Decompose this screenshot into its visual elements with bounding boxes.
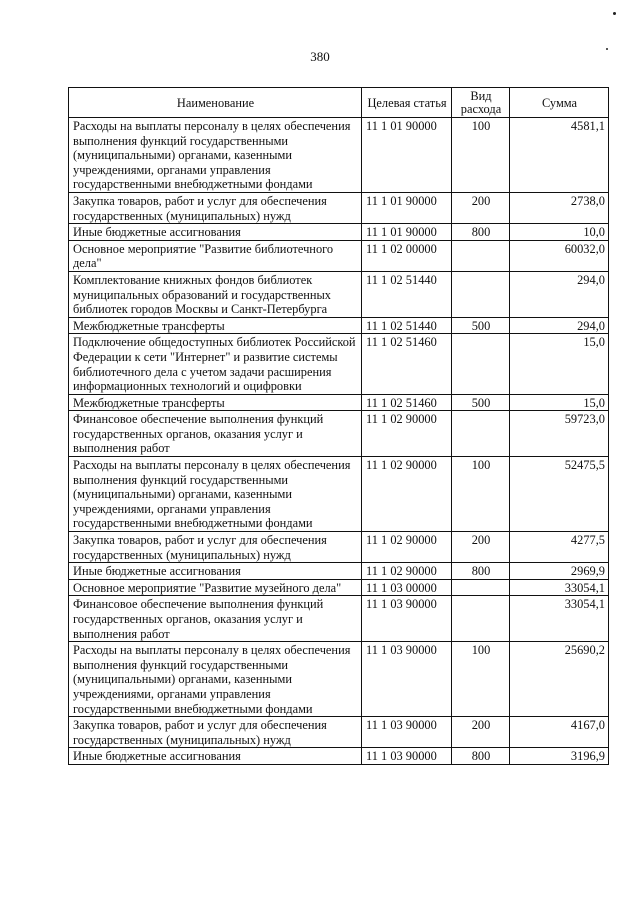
table-row [69,118,609,193]
row-expense-type-cell [452,334,510,394]
row-sum-cell: 59723,0 [510,411,609,457]
row-name-cell: Подключение общедоступных библиотек Российской Федерации к сети "Интернет" и развитие системы библиотечного дела с учетом задачи расширения информационных технологий и оцифровки [69,334,362,394]
table-row [69,563,609,580]
row-target-article-cell: 11 1 02 51440 [362,271,452,317]
row-name-cell: Финансовое обеспечение выполнения функций государственных органов, оказания услуг и выполнения работ [69,596,362,642]
table-row [69,596,609,642]
header-expense-type: Вид расхода [452,88,510,118]
row-expense-type-cell [452,240,510,271]
row-expense-type-cell: 100 [452,118,510,193]
row-target-article-cell: 11 1 02 90000 [362,532,452,563]
table-row [69,532,609,563]
table-row [69,411,609,457]
table-header-row [69,88,609,118]
row-sum-cell: 294,0 [510,317,609,334]
row-expense-type-cell [452,271,510,317]
row-name-cell: Межбюджетные трансферты [69,394,362,411]
row-sum-cell: 33054,1 [510,579,609,596]
row-expense-type-cell: 200 [452,532,510,563]
table-row [69,394,609,411]
row-expense-type-cell [452,411,510,457]
row-sum-cell: 25690,2 [510,642,609,717]
row-target-article-cell: 11 1 03 00000 [362,579,452,596]
row-target-article-cell: 11 1 01 90000 [362,118,452,193]
row-expense-type-cell: 800 [452,224,510,241]
row-sum-cell: 3196,9 [510,748,609,765]
row-target-article-cell: 11 1 02 51440 [362,317,452,334]
table-row [69,579,609,596]
row-target-article-cell: 11 1 02 51460 [362,334,452,394]
row-expense-type-cell: 100 [452,457,510,532]
row-target-article-cell: 11 1 02 51460 [362,394,452,411]
table-row [69,748,609,765]
scan-speck [613,12,616,15]
row-target-article-cell: 11 1 02 90000 [362,411,452,457]
row-expense-type-cell: 800 [452,563,510,580]
table-row [69,642,609,717]
row-sum-cell: 60032,0 [510,240,609,271]
row-sum-cell: 15,0 [510,394,609,411]
row-sum-cell: 294,0 [510,271,609,317]
row-name-cell: Финансовое обеспечение выполнения функций государственных органов, оказания услуг и выполнения работ [69,411,362,457]
row-expense-type-cell: 100 [452,642,510,717]
row-target-article-cell: 11 1 02 90000 [362,563,452,580]
table-row [69,224,609,241]
page-number: 380 [310,49,330,64]
header-name: Наименование [69,88,362,118]
header-target-article: Целевая статья [362,88,452,118]
row-expense-type-cell: 200 [452,192,510,223]
row-name-cell: Иные бюджетные ассигнования [69,748,362,765]
row-name-cell: Иные бюджетные ассигнования [69,563,362,580]
header-sum: Сумма [510,88,609,118]
row-name-cell: Расходы на выплаты персоналу в целях обеспечения выполнения функций государственными (муниципальными) органами, казенными учреждениями, органами управления государственными внебюджетными фондами [69,642,362,717]
row-expense-type-cell: 200 [452,717,510,748]
row-expense-type-cell [452,596,510,642]
row-target-article-cell: 11 1 03 90000 [362,642,452,717]
table-row [69,717,609,748]
row-name-cell: Комплектование книжных фондов библиотек муниципальных образований и государственных библиотек городов Москвы и Санкт-Петербурга [69,271,362,317]
row-target-article-cell: 11 1 03 90000 [362,748,452,765]
row-name-cell: Расходы на выплаты персоналу в целях обеспечения выполнения функций государственными (муниципальными) органами, казенными учреждениями, органами управления государственными внебюджетными фондами [69,457,362,532]
row-name-cell: Основное мероприятие "Развитие музейного дела" [69,579,362,596]
row-target-article-cell: 11 1 02 90000 [362,457,452,532]
row-name-cell: Закупка товаров, работ и услуг для обеспечения государственных (муниципальных) нужд [69,532,362,563]
table-body [69,118,609,765]
row-sum-cell: 2738,0 [510,192,609,223]
row-name-cell: Иные бюджетные ассигнования [69,224,362,241]
row-target-article-cell: 11 1 01 90000 [362,192,452,223]
row-sum-cell: 10,0 [510,224,609,241]
row-expense-type-cell [452,579,510,596]
table-row [69,334,609,394]
row-name-cell: Расходы на выплаты персоналу в целях обеспечения выполнения функций государственными (муниципальными) органами, казенными учреждениями, органами управления государственными внебюджетными фондами [69,118,362,193]
row-sum-cell: 52475,5 [510,457,609,532]
budget-table [68,87,609,765]
row-target-article-cell: 11 1 03 90000 [362,596,452,642]
row-sum-cell: 4581,1 [510,118,609,193]
table-row [69,192,609,223]
row-name-cell: Основное мероприятие "Развитие библиотечного дела" [69,240,362,271]
row-target-article-cell: 11 1 03 90000 [362,717,452,748]
row-name-cell: Закупка товаров, работ и услуг для обеспечения государственных (муниципальных) нужд [69,192,362,223]
row-target-article-cell: 11 1 02 00000 [362,240,452,271]
table-row [69,457,609,532]
row-expense-type-cell: 800 [452,748,510,765]
row-expense-type-cell: 500 [452,317,510,334]
row-name-cell: Закупка товаров, работ и услуг для обеспечения государственных (муниципальных) нужд [69,717,362,748]
row-target-article-cell: 11 1 01 90000 [362,224,452,241]
row-name-cell: Межбюджетные трансферты [69,317,362,334]
table-row [69,271,609,317]
row-sum-cell: 4277,5 [510,532,609,563]
table-row [69,240,609,271]
row-sum-cell: 4167,0 [510,717,609,748]
row-sum-cell: 2969,9 [510,563,609,580]
row-expense-type-cell: 500 [452,394,510,411]
row-sum-cell: 15,0 [510,334,609,394]
row-sum-cell: 33054,1 [510,596,609,642]
table-row [69,317,609,334]
